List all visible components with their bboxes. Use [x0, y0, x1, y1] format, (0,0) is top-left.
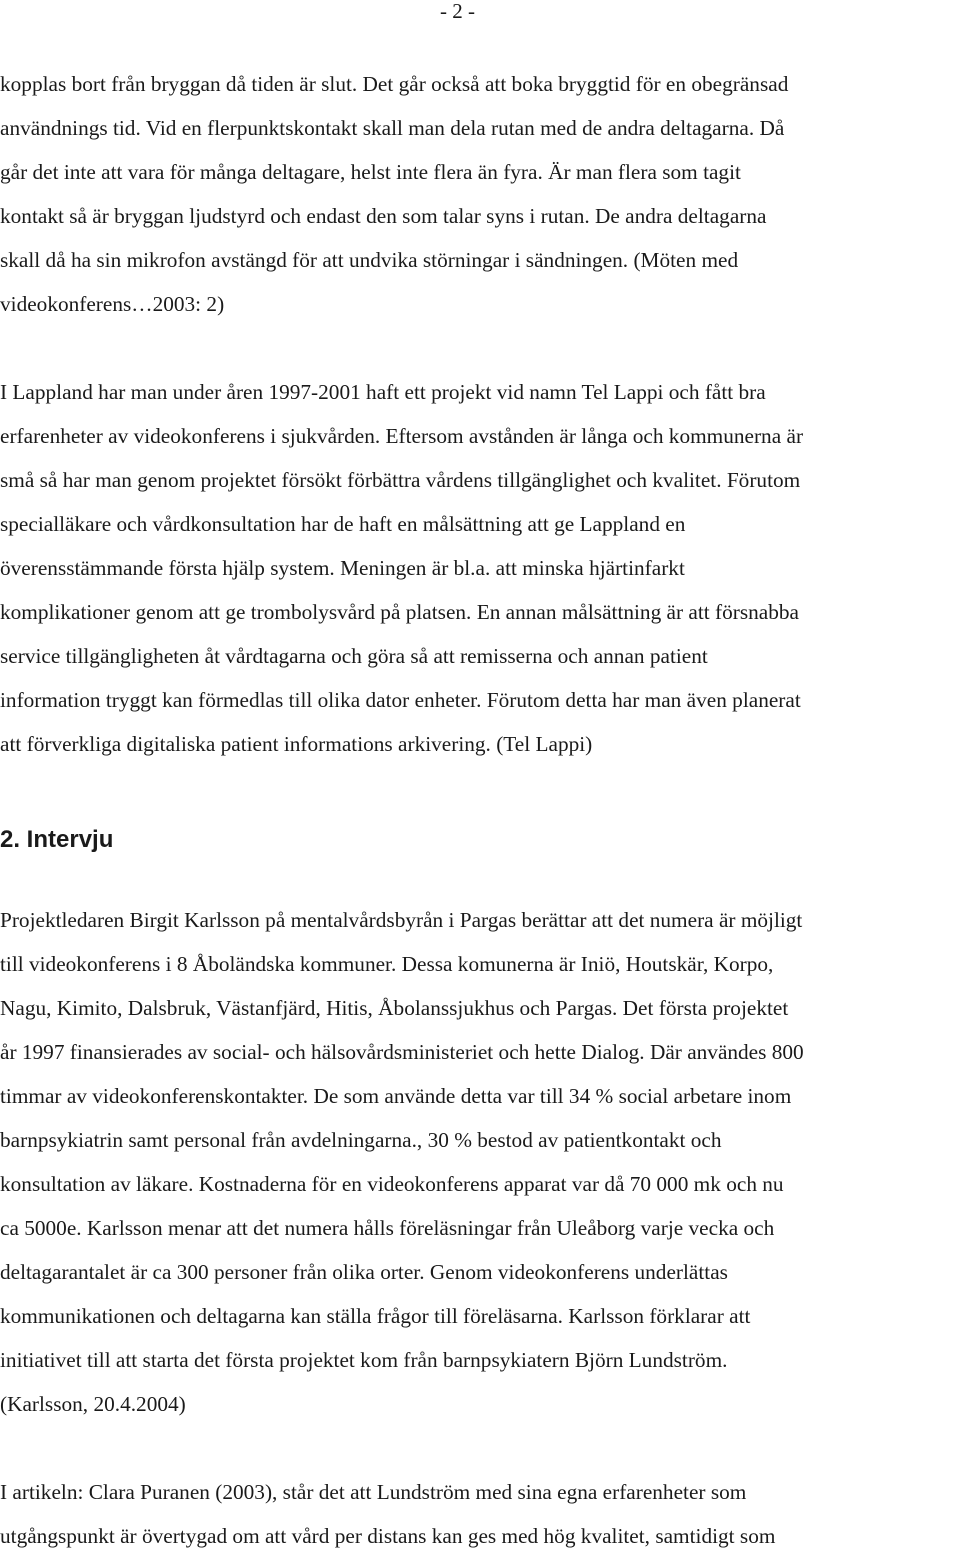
text-line: kommunikationen och deltagarna kan ställa frågor till föreläsarna. Karlsson förklarar att [0, 1304, 751, 1328]
text-line: skall då ha sin mikrofon avstängd för att undvika störningar i sändningen. (Möten med [0, 248, 739, 272]
paragraph-videobridge [0, 62, 788, 326]
text-line: specialläkare och vårdkonsultation har de haft en målsättning att ge Lappland en [0, 512, 686, 536]
text-line: år 1997 finansierades av social- och hälsovårdsministeriet och hette Dialog. Där användes 800 [0, 1040, 804, 1064]
text-line: överensstämmande första hjälp system. Meningen är bl.a. att minska hjärtinfarkt [0, 556, 685, 580]
text-line: komplikationer genom att ge trombolysvård på platsen. En annan målsättning är att försnabba [0, 600, 800, 624]
text-line: användnings tid. Vid en flerpunktskontakt skall man dela rutan med de andra deltagarna. Då [0, 116, 785, 140]
text-line: erfarenheter av videokonferens i sjukvården. Eftersom avstånden är långa och kommunerna är [0, 424, 804, 448]
text-line: videokonferens…2003: 2) [0, 292, 225, 316]
text-line: service tillgängligheten åt vårdtagarna och göra så att remisserna och annan patient [0, 644, 708, 668]
text-line: barnpsykiatrin samt personal från avdelningarna., 30 % bestod av patientkontakt och [0, 1128, 722, 1152]
text-line: I Lappland har man under åren 1997-2001 haft ett projekt vid namn Tel Lappi och fått bra [0, 380, 766, 404]
text-line: små så har man genom projektet försökt förbättra vårdens tillgänglighet och kvalitet. Förutom [0, 468, 801, 492]
text-line: Projektledaren Birgit Karlsson på mentalvårdsbyrån i Pargas berättar att det numera är möjligt [0, 908, 803, 932]
text-line: konsultation av läkare. Kostnaderna för en videokonferens apparat var då 70 000 mk och nu [0, 1172, 784, 1196]
paragraph-article [0, 1470, 775, 1558]
text-line: (Karlsson, 20.4.2004) [0, 1392, 186, 1416]
text-line: deltagarantalet är ca 300 personer från olika orter. Genom videokonferens underlättas [0, 1260, 728, 1284]
text-line: att förverkliga digitaliska patient informations arkivering. (Tel Lappi) [0, 732, 593, 756]
text-line: I artikeln: Clara Puranen (2003), står det att Lundström med sina egna erfarenheter som [0, 1480, 747, 1504]
text-line: Nagu, Kimito, Dalsbruk, Västanfjärd, Hitis, Åbolanssjukhus och Pargas. Det första projektet [0, 996, 789, 1020]
text-line: kopplas bort från bryggan då tiden är slut. Det går också att boka bryggtid för en obegränsad [0, 72, 789, 96]
text-line: timmar av videokonferenskontakter. De som använde detta var till 34 % social arbetare inom [0, 1084, 792, 1108]
section-heading: 2. Intervju [0, 826, 114, 853]
text-line: ca 5000e. Karlsson menar att det numera hålls föreläsningar från Uleåborg varje vecka och [0, 1216, 775, 1240]
text-line: initiativet till att starta det första projektet kom från barnpsykiatern Björn Lundström. [0, 1348, 728, 1372]
paragraph-lappland [0, 370, 803, 766]
text-line: information tryggt kan förmedlas till olika dator enheter. Förutom detta har man även planerat [0, 688, 801, 712]
paragraph-interview [0, 898, 804, 1426]
text-line: till videokonferens i 8 Åboländska kommuner. Dessa komunerna är Iniö, Houtskär, Korpo, [0, 952, 774, 976]
page-number: - 2 - [440, 0, 475, 23]
text-line: kontakt så är bryggan ljudstyrd och endast den som talar syns i rutan. De andra deltagarna [0, 204, 767, 228]
text-line: går det inte att vara för många deltagare, helst inte flera än fyra. Är man flera som tagit [0, 160, 741, 184]
text-line: utgångspunkt är övertygad om att vård per distans kan ges med hög kvalitet, samtidigt som [0, 1524, 776, 1548]
